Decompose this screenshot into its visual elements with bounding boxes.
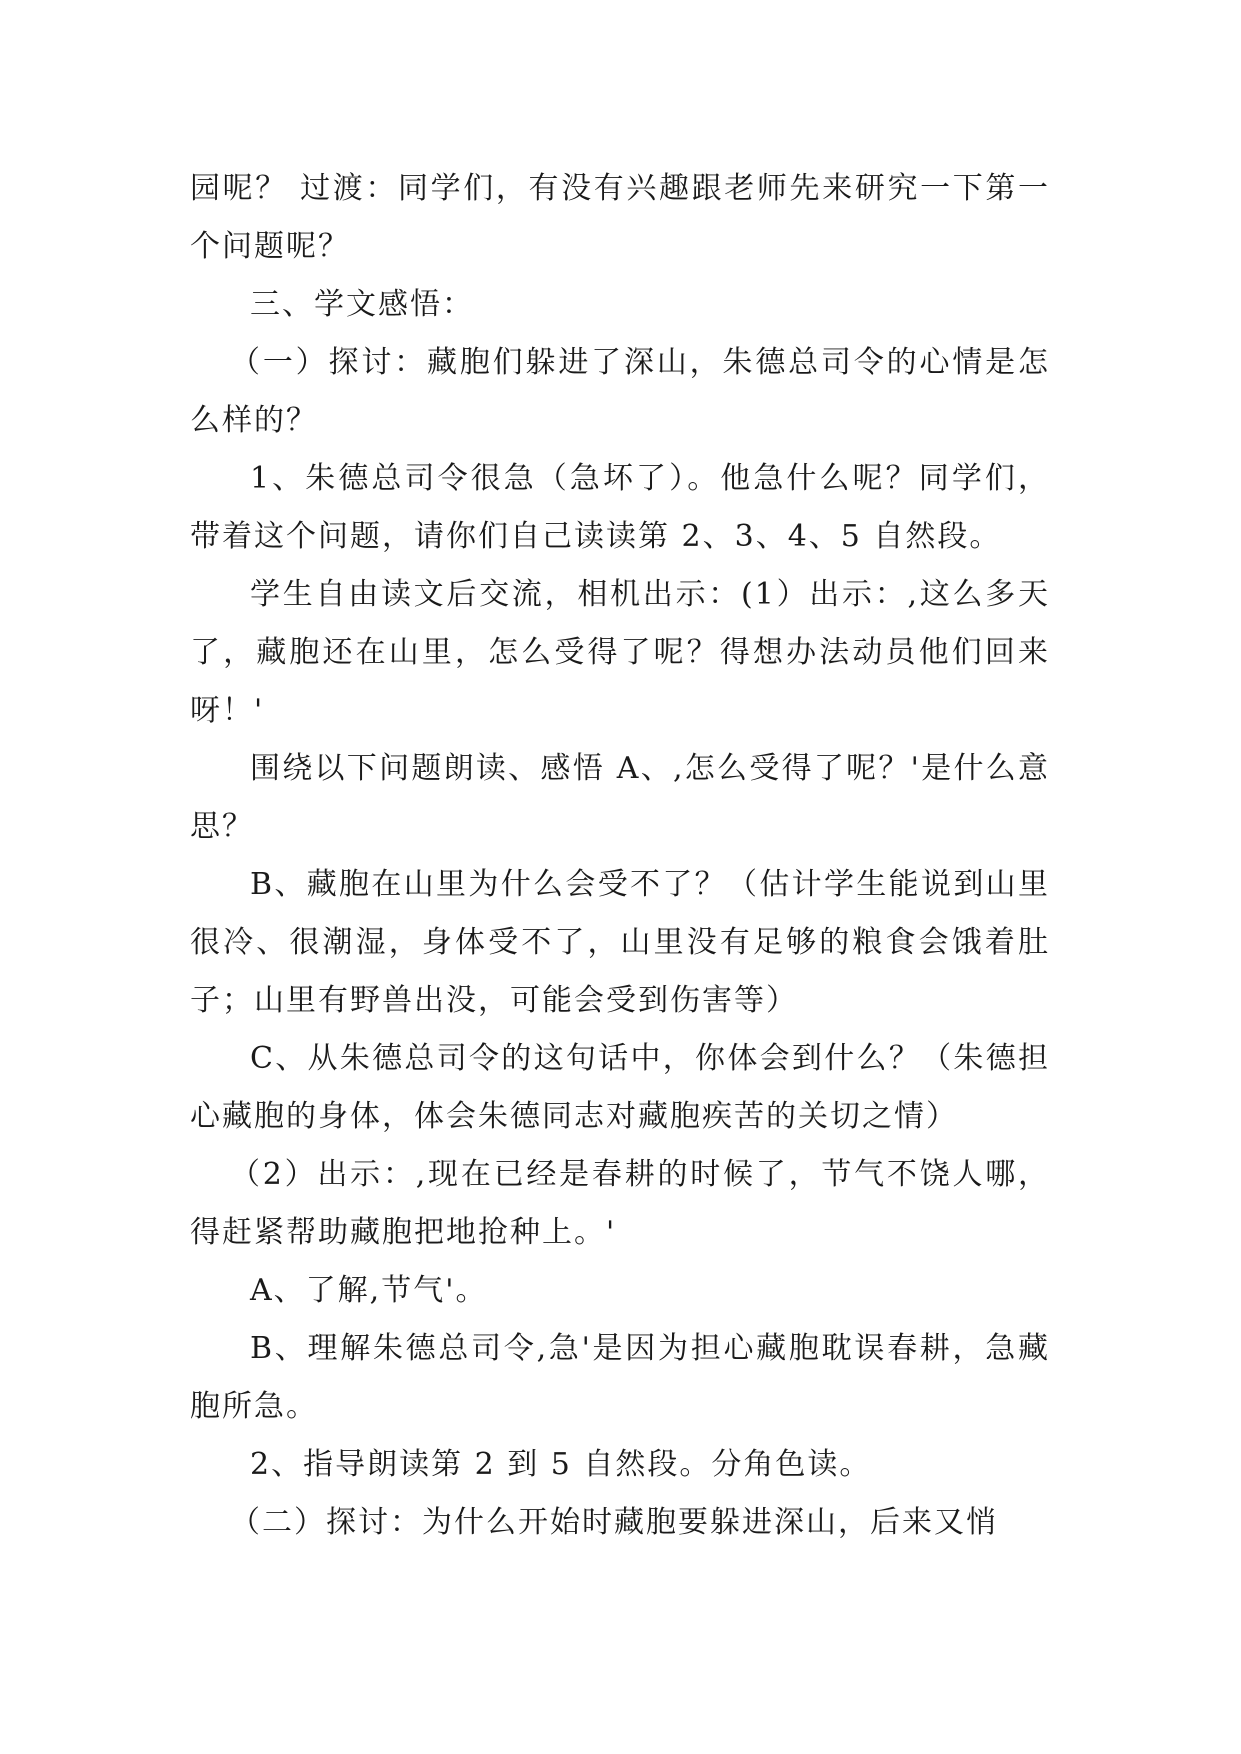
paragraph: B、藏胞在山里为什么会受不了？（估计学生能说到山里很冷、很潮湿，身体受不了，山里没有足够的粮食会饿着肚子；山里有野兽出没，可能会受到伤害等） — [190, 867, 1050, 1018]
paragraph: （2）出示：,现在已经是春耕的时候了，节气不饶人哪，得赶紧帮助藏胞把地抢种上。' — [190, 1157, 1050, 1250]
paragraph: （二）探讨：为什么开始时藏胞要躲进深山，后来又悄 — [230, 1505, 998, 1540]
paragraph: 学生自由读文后交流，相机出示：(1）出示：,这么多天了，藏胞还在山里，怎么受得了呢？得想办法动员他们回来呀！' — [190, 577, 1050, 728]
paragraph: 围绕以下问题朗读、感悟 A、,怎么受得了呢？'是什么意思？ — [190, 751, 1050, 844]
paragraph: 1、朱德总司令很急（急坏了）。他急什么呢？同学们，带着这个问题，请你们自己读读第 2、3、4、5 自然段。 — [190, 461, 1050, 554]
paragraph: B、理解朱德总司令,急'是因为担心藏胞耽误春耕，急藏胞所急。 — [190, 1331, 1050, 1424]
section-heading: 三、学文感悟： — [250, 287, 474, 322]
paragraph: C、从朱德总司令的这句话中，你体会到什么？（朱德担心藏胞的身体，体会朱德同志对藏胞疾苦的关切之情） — [190, 1041, 1050, 1134]
paragraph: 园呢？ 过渡：同学们，有没有兴趣跟老师先来研究一下第一个问题呢？ — [190, 171, 1050, 264]
document-body — [190, 160, 1050, 1552]
paragraph: （一）探讨：藏胞们躲进了深山，朱德总司令的心情是怎么样的？ — [190, 345, 1050, 438]
paragraph: A、了解,节气'。 — [250, 1273, 488, 1308]
paragraph: 2、指导朗读第 2 到 5 自然段。分角色读。 — [250, 1447, 872, 1482]
